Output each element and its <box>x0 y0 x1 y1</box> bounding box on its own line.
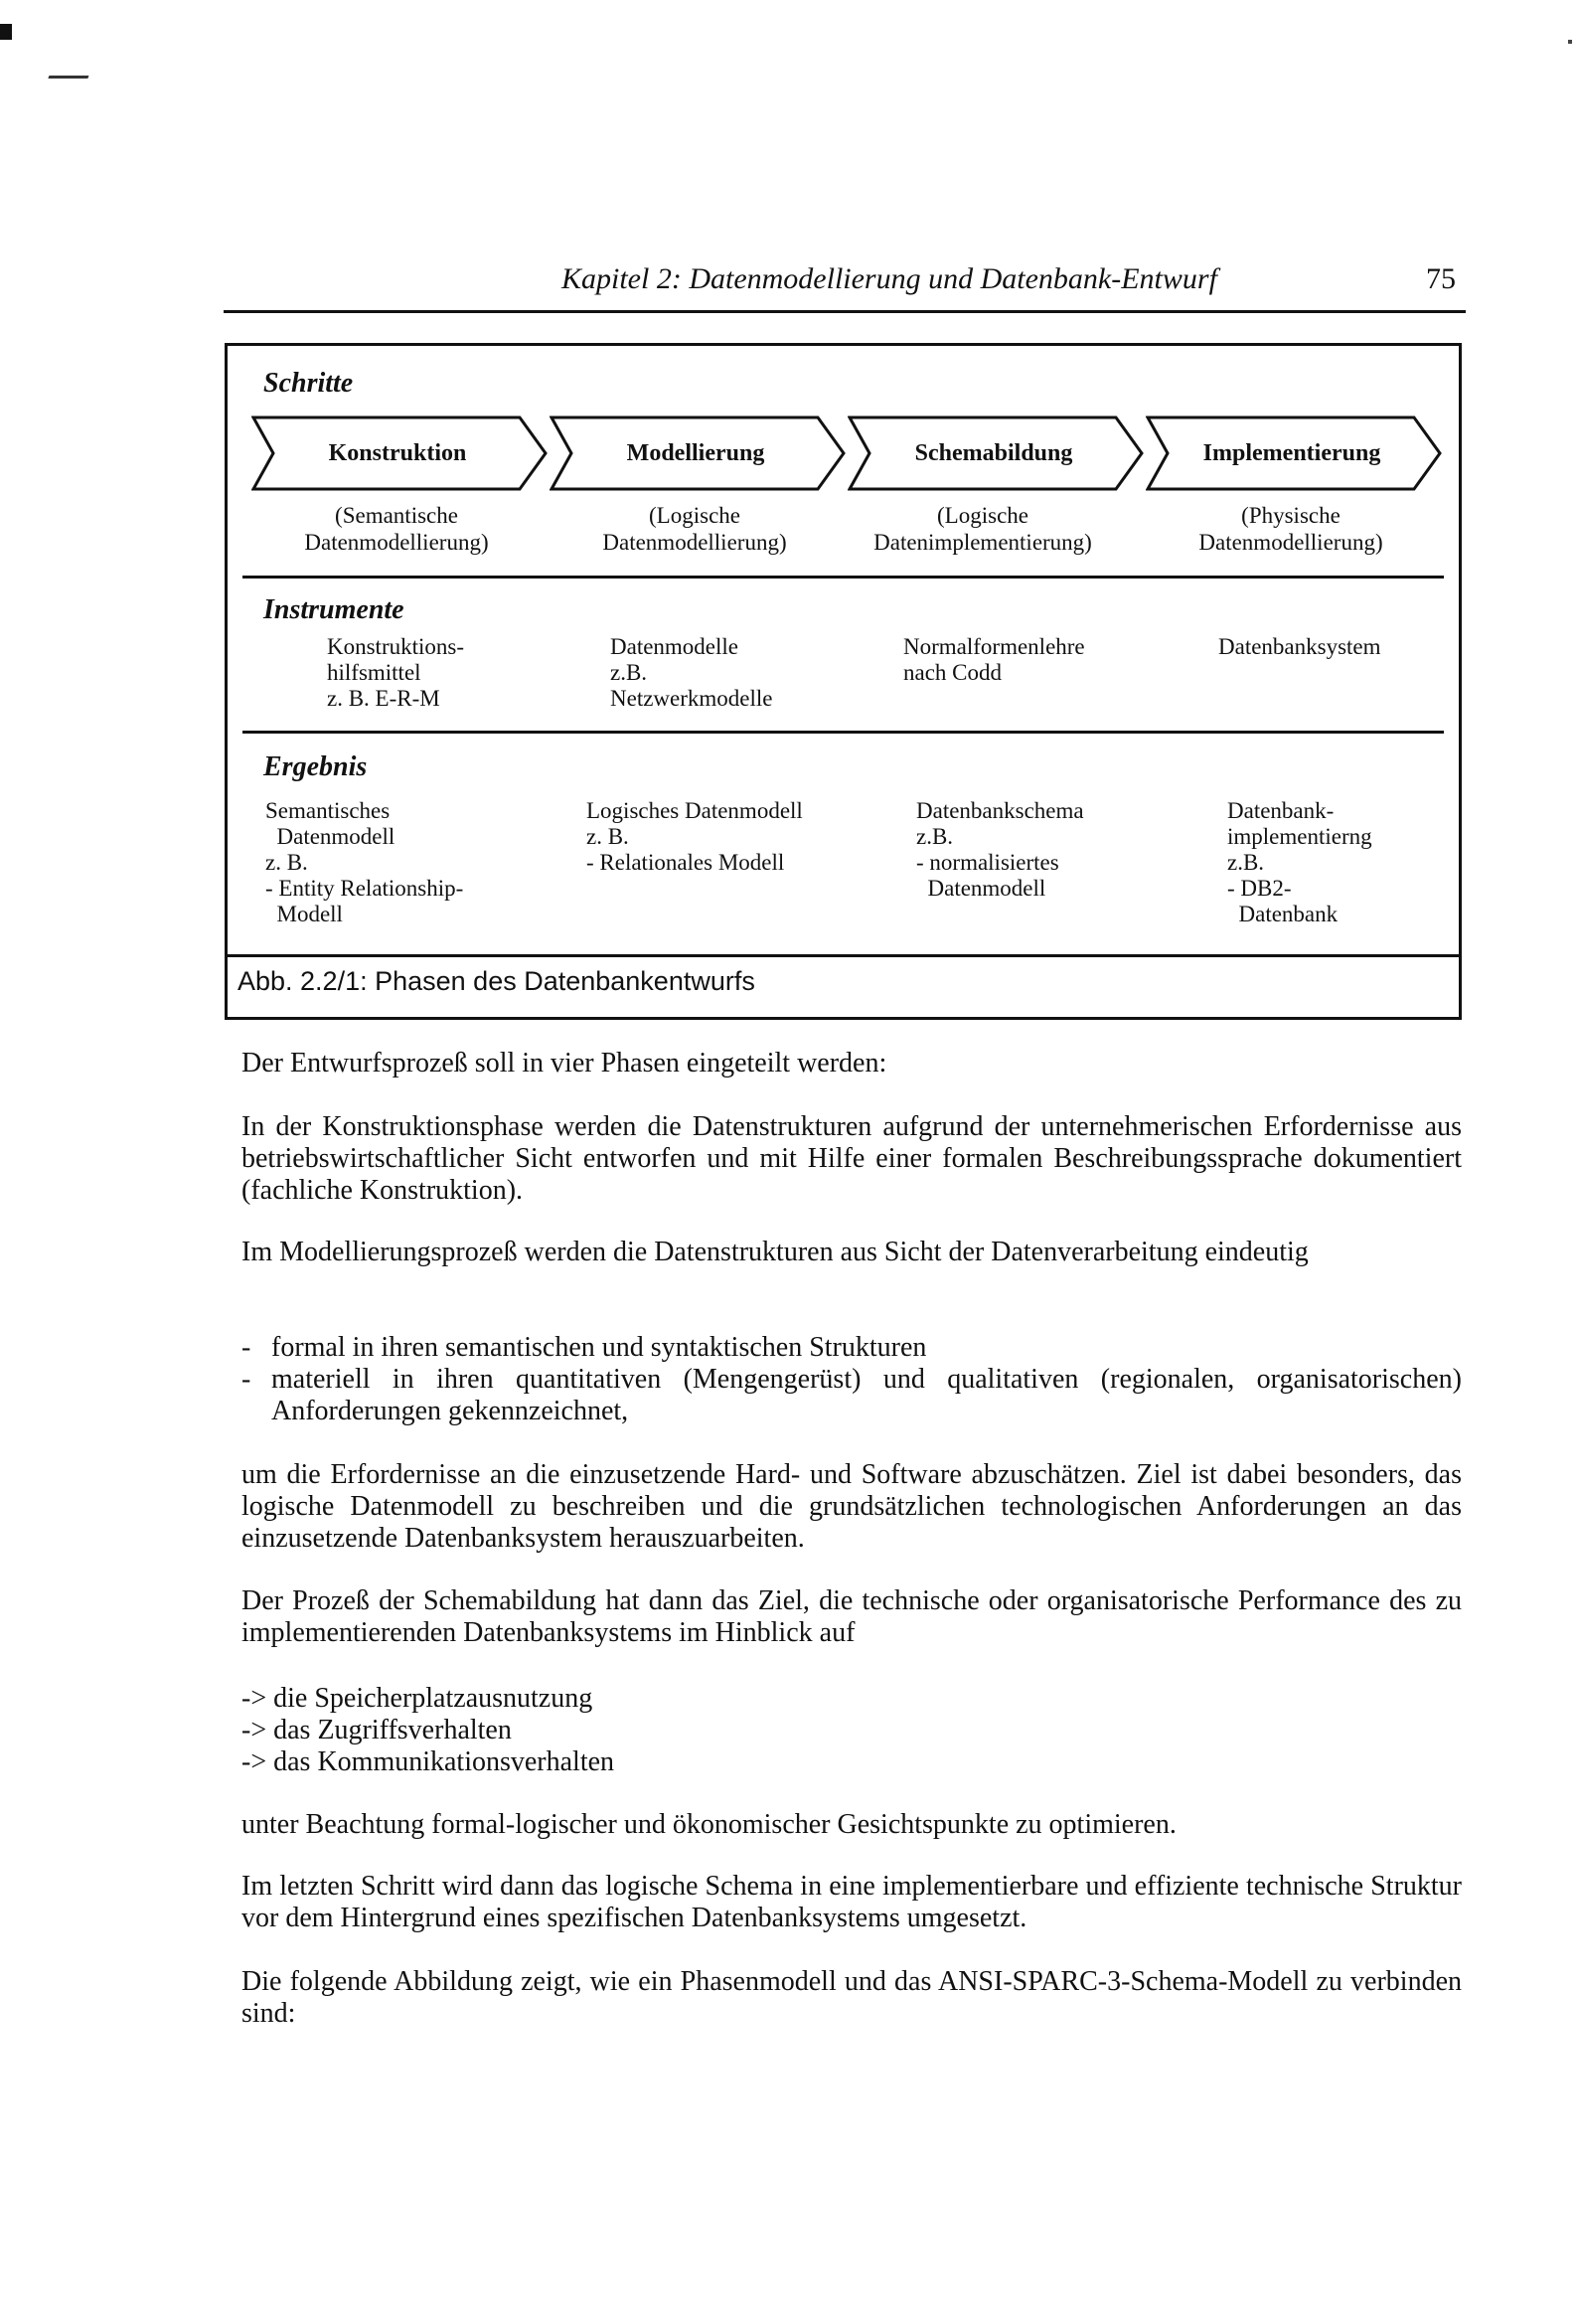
list-item-text: materiell in ihren quantitativen (Mengengerüst) und qualitativen (regionalen, organisatorischen) Anforderungen gekennzeichnet, <box>271 1364 1462 1426</box>
step-label: Modellierung <box>626 440 765 466</box>
step-description <box>1142 502 1440 556</box>
step-label: Konstruktion <box>328 440 467 466</box>
divider <box>242 576 1444 579</box>
scan-dot <box>1568 40 1572 44</box>
scan-mark <box>0 24 12 40</box>
arrow-list <box>241 1683 614 1778</box>
list-item: -> das Zugriffsverhalten <box>241 1715 512 1745</box>
page-number: 75 <box>1426 262 1456 295</box>
step-description-line: Datenmodellierung) <box>602 530 787 555</box>
phases-figure <box>225 343 1462 1020</box>
scan-scribble <box>48 70 90 79</box>
step-description-line: (Semantische <box>335 503 458 528</box>
step-konstruktion <box>251 415 550 491</box>
ergebnis-cell: Datenbank- implementierng z.B. - DB2- Datenbank <box>1227 798 1372 926</box>
chapter-title: Kapitel 2: Datenmodellierung und Datenbank-Entwurf <box>561 262 1217 295</box>
step-description-line: (Logische <box>937 503 1028 528</box>
list-item: - materiell in ihren quantitativen (Mengengerüst) und qualitativen (regionalen, organisatorischen) Anforderungen gekennzeichnet, <box>241 1364 1462 1426</box>
list-item: -> die Speicherplatzausnutzung <box>241 1683 593 1714</box>
steps-row <box>251 415 1444 495</box>
step-description-line: (Physische <box>1241 503 1340 528</box>
step-description-line: (Logische <box>649 503 740 528</box>
ergebnis-cell: Logisches Datenmodell z. B. - Relationales Modell <box>586 798 803 875</box>
paragraph: Im Modellierungsprozeß werden die Datenstrukturen aus Sicht der Datenverarbeitung eindeutig <box>241 1237 1309 1267</box>
paragraph: Die folgende Abbildung zeigt, wie ein Phasenmodell und das ANSI-SPARC-3-Schema-Modell zu verbinden sind: <box>241 1966 1462 2029</box>
paragraph: Der Prozeß der Schemabildung hat dann das Ziel, die technische oder organisatorische Performance des zu implementierenden Datenbanksystems im Hinblick auf <box>241 1585 1462 1648</box>
instrumente-cell: Konstruktions- hilfsmittel z. B. E-R-M <box>327 634 464 711</box>
figure-caption: Abb. 2.2/1: Phasen des Datenbankentwurfs <box>237 966 755 996</box>
ergebnis-cell: Semantisches Datenmodell z. B. - Entity Relationship- Modell <box>265 798 464 926</box>
instrumente-cell: Datenmodelle z.B. Netzwerkmodelle <box>610 634 773 711</box>
running-header <box>224 260 1466 313</box>
paragraph: Der Entwurfsprozeß soll in vier Phasen eingeteilt werden: <box>241 1048 887 1079</box>
step-label: Schemabildung <box>914 440 1073 466</box>
paragraph: Im letzten Schritt wird dann das logische Schema in eine implementierbare und effiziente technische Struktur vor dem Hintergrund eines spezifischen Datenbanksystems umgesetzt. <box>241 1871 1462 1933</box>
ergebnis-cell: Datenbankschema z.B. - normalisiertes Datenmodell <box>916 798 1084 901</box>
instrumente-cell: Normalformenlehre nach Codd <box>903 634 1085 685</box>
step-description-line: Datenmodellierung) <box>304 530 489 555</box>
caption-divider <box>228 954 1459 957</box>
list-item-text: formal in ihren semantischen und syntaktischen Strukturen <box>271 1332 927 1363</box>
instrumente-heading: Instrumente <box>263 594 404 625</box>
list-item: - formal in ihren semantischen und syntaktischen Strukturen <box>241 1332 927 1363</box>
paragraph: um die Erfordernisse an die einzusetzende Hard- und Software abzuschätzen. Ziel ist dabei besonders, das logische Datenmodell zu beschreiben und die grundsätzlichen technologischen Anforderungen an das einzusetzende Datenbanksystem herauszuarbeiten. <box>241 1459 1462 1554</box>
step-implementierung <box>1146 415 1444 491</box>
paragraph: In der Konstruktionsphase werden die Datenstrukturen aufgrund der unternehmerischen Erfordernisse aus betriebswirtschaftlicher Sicht entworfen und mit Hilfe einer formalen Beschreibungssprache dokumentiert (fachliche Konstruktion). <box>241 1111 1462 1206</box>
schritte-heading: Schritte <box>263 368 354 399</box>
step-modellierung <box>550 415 848 491</box>
ergebnis-heading: Ergebnis <box>263 751 368 782</box>
divider <box>242 731 1444 734</box>
step-description <box>834 502 1132 556</box>
step-description-line: Datenmodellierung) <box>1198 530 1383 555</box>
bullet-list <box>241 1332 1462 1427</box>
instrumente-cell: Datenbanksystem <box>1218 634 1381 659</box>
step-description-line: Datenimplementierung) <box>873 530 1092 555</box>
step-description <box>546 502 844 556</box>
list-item: -> das Kommunikationsverhalten <box>241 1746 615 1777</box>
step-schemabildung <box>848 415 1146 491</box>
step-label: Implementierung <box>1202 440 1381 466</box>
paragraph: unter Beachtung formal-logischer und ökonomischer Gesichtspunkte zu optimieren. <box>241 1809 1177 1840</box>
step-description <box>247 502 546 556</box>
